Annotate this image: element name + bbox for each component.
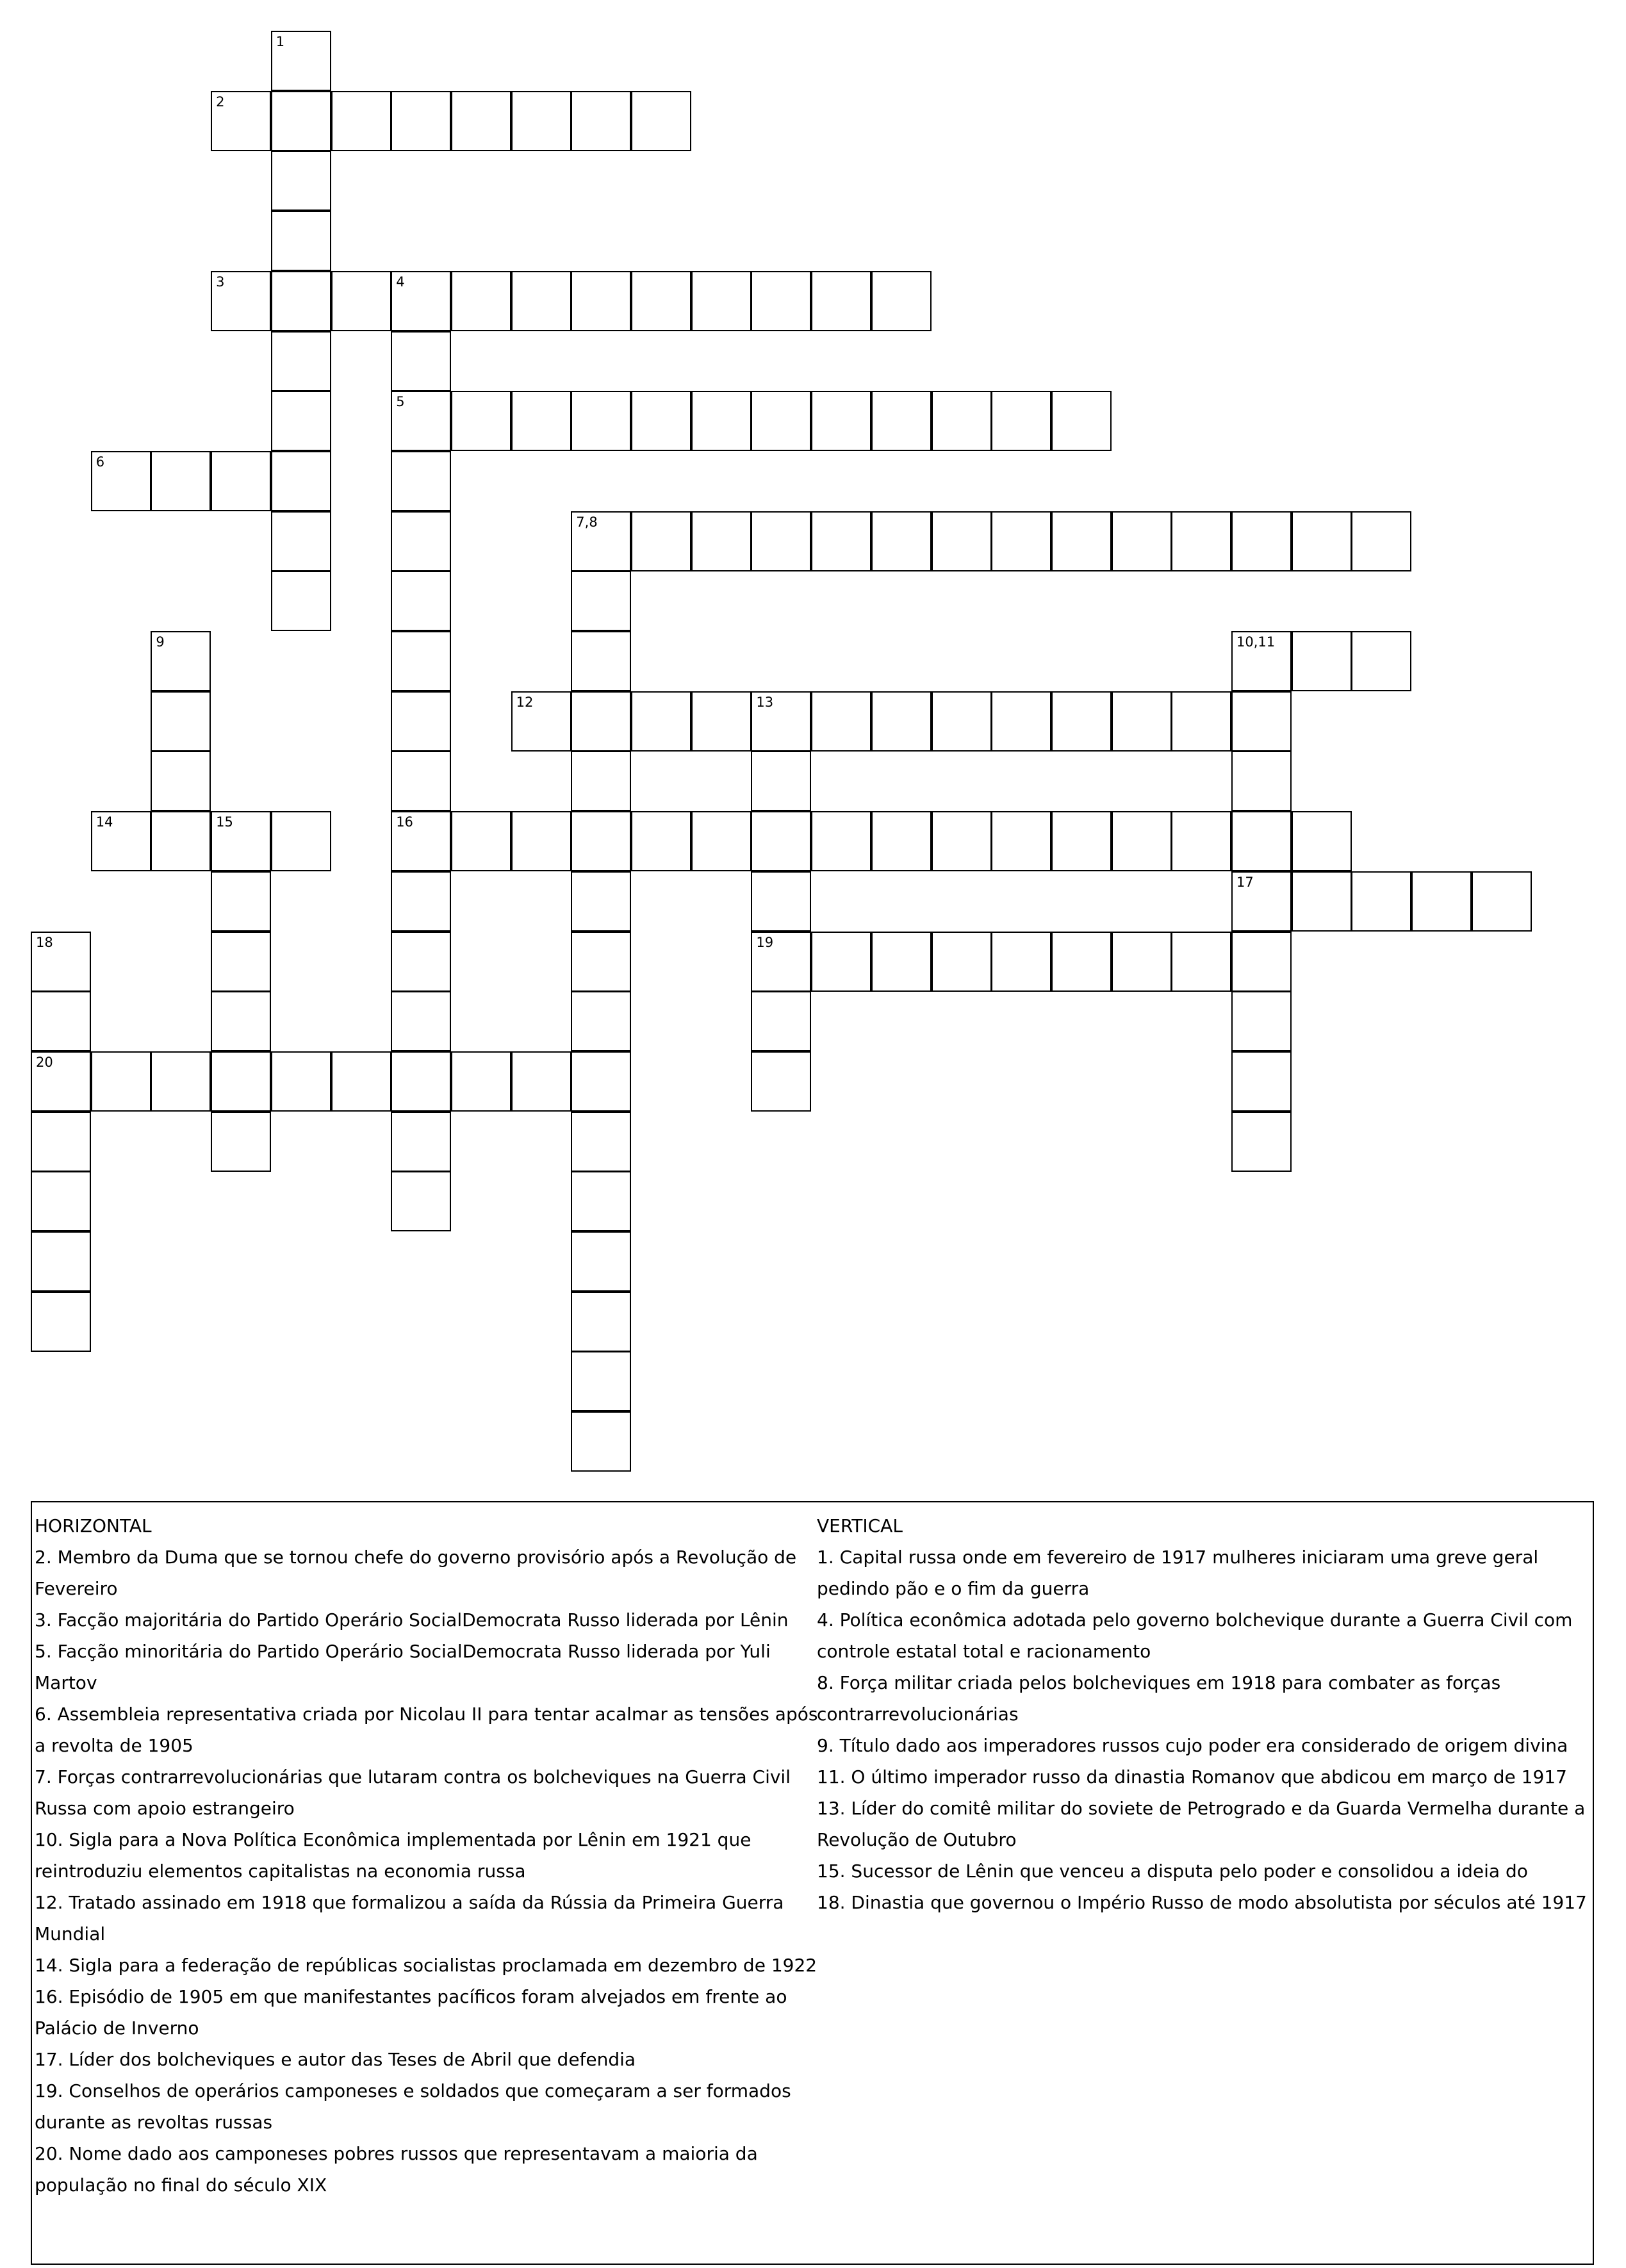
grid-cell[interactable] xyxy=(271,1051,331,1112)
clue-number: 12 xyxy=(516,694,534,710)
clue-across-12: 12. Tratado assinado em 1918 que formalizou a saída da Rússia da Primeira Guerra Mundial xyxy=(35,1892,784,1944)
grid-cell[interactable] xyxy=(1472,871,1532,932)
grid-cell[interactable] xyxy=(391,751,451,811)
grid-cell[interactable] xyxy=(1292,871,1352,932)
grid-cell[interactable] xyxy=(1051,691,1112,752)
grid-cell[interactable] xyxy=(1292,511,1352,571)
grid-cell[interactable] xyxy=(991,932,1051,992)
grid-cell[interactable] xyxy=(1112,811,1172,871)
grid-cell[interactable] xyxy=(91,451,151,511)
grid-cell[interactable] xyxy=(751,991,811,1051)
clue-number: 4 xyxy=(396,274,405,290)
clue-number: 5 xyxy=(396,394,405,410)
grid-cell[interactable] xyxy=(1112,691,1172,752)
grid-cell[interactable] xyxy=(1231,1112,1292,1172)
grid-cell[interactable] xyxy=(1171,511,1231,571)
grid-cell[interactable] xyxy=(391,991,451,1051)
clue-number: 18 xyxy=(36,934,53,950)
clue-across-3: 3. Facção majoritária do Partido Operário SocialDemocrata Russo liderada por Lênin xyxy=(35,1609,789,1631)
grid-cell[interactable] xyxy=(691,511,751,571)
grid-cell[interactable] xyxy=(932,811,992,871)
grid-cell[interactable] xyxy=(391,1171,451,1231)
grid-cell[interactable] xyxy=(271,31,331,91)
grid-cell[interactable] xyxy=(751,751,811,811)
grid-cell[interactable] xyxy=(451,811,511,871)
grid-cell[interactable] xyxy=(871,271,932,331)
grid-cell[interactable] xyxy=(991,391,1051,451)
grid-cell[interactable] xyxy=(571,271,631,331)
clue-across-7: 7. Forças contrarrevolucionárias que lutaram contra os bolcheviques na Guerra Civil Russa com apoio estrangeiro xyxy=(35,1766,791,1819)
clue-number: 20 xyxy=(36,1054,53,1070)
grid-cell[interactable] xyxy=(811,932,871,992)
grid-cell[interactable] xyxy=(631,691,691,752)
grid-cell[interactable] xyxy=(991,691,1051,752)
grid-cell[interactable] xyxy=(691,271,751,331)
clue-across-19: 19. Conselhos de operários camponeses e soldados que começaram a ser formados durante as revoltas russas xyxy=(35,2080,791,2133)
grid-cell[interactable] xyxy=(1231,991,1292,1051)
grid-cell[interactable] xyxy=(271,271,331,331)
grid-cell[interactable] xyxy=(991,811,1051,871)
grid-cell[interactable] xyxy=(211,1112,271,1172)
grid-cell[interactable] xyxy=(571,1171,631,1231)
grid-cell[interactable] xyxy=(1231,511,1292,571)
grid-cell[interactable] xyxy=(1411,871,1472,932)
grid-cell[interactable] xyxy=(31,1112,91,1172)
horizontal-heading: HORIZONTAL xyxy=(35,1515,152,1536)
grid-cell[interactable] xyxy=(91,1051,151,1112)
grid-cell[interactable] xyxy=(31,1171,91,1231)
grid-cell[interactable] xyxy=(571,631,631,691)
grid-cell[interactable] xyxy=(151,451,211,511)
grid-cell[interactable] xyxy=(871,691,932,752)
clues-box xyxy=(31,1501,1594,2265)
grid-cell[interactable] xyxy=(211,811,271,871)
vertical-clues xyxy=(817,1510,1592,1918)
grid-cell[interactable] xyxy=(211,91,271,151)
grid-cell[interactable] xyxy=(1351,631,1411,691)
horizontal-clues xyxy=(35,1510,829,2201)
grid-cell[interactable] xyxy=(571,1292,631,1352)
clue-number: 6 xyxy=(95,454,105,470)
clue-across-17: 17. Líder dos bolcheviques e autor das Teses de Abril que defendia xyxy=(35,2049,636,2070)
clue-number: 7,8 xyxy=(576,514,598,530)
clue-number: 2 xyxy=(216,94,225,110)
grid-cell[interactable] xyxy=(631,271,691,331)
grid-cell[interactable] xyxy=(1351,511,1411,571)
grid-cell[interactable] xyxy=(871,932,932,992)
grid-cell[interactable] xyxy=(811,391,871,451)
grid-cell[interactable] xyxy=(1292,811,1352,871)
grid-cell[interactable] xyxy=(871,511,932,571)
grid-cell[interactable] xyxy=(271,511,331,571)
clue-down-15: 15. Sucessor de Lênin que venceu a disputa pelo poder e consolidou a ideia do xyxy=(817,1861,1528,1882)
clue-number: 3 xyxy=(216,274,225,290)
grid-cell[interactable] xyxy=(391,932,451,992)
grid-cell[interactable] xyxy=(451,91,511,151)
grid-cell[interactable] xyxy=(571,751,631,811)
grid-cell[interactable] xyxy=(691,811,751,871)
grid-cell[interactable] xyxy=(211,932,271,992)
grid-cell[interactable] xyxy=(811,811,871,871)
grid-cell[interactable] xyxy=(631,391,691,451)
grid-cell[interactable] xyxy=(331,271,391,331)
grid-cell[interactable] xyxy=(391,871,451,932)
grid-cell[interactable] xyxy=(1231,811,1292,871)
grid-cell[interactable] xyxy=(271,811,331,871)
grid-cell[interactable] xyxy=(151,631,211,691)
clue-number: 10,11 xyxy=(1236,634,1276,650)
grid-cell[interactable] xyxy=(271,211,331,271)
grid-cell[interactable] xyxy=(811,691,871,752)
grid-cell[interactable] xyxy=(751,691,811,752)
grid-cell[interactable] xyxy=(932,391,992,451)
grid-cell[interactable] xyxy=(1231,871,1292,932)
grid-cell[interactable] xyxy=(1231,751,1292,811)
grid-cell[interactable] xyxy=(31,1231,91,1292)
grid-cell[interactable] xyxy=(451,271,511,331)
clue-across-5: 5. Facção minoritária do Partido Operário SocialDemocrata Russo liderada por Yuli Martov xyxy=(35,1641,771,1693)
grid-cell[interactable] xyxy=(751,271,811,331)
clue-number: 14 xyxy=(95,814,113,830)
grid-cell[interactable] xyxy=(571,991,631,1051)
grid-cell[interactable] xyxy=(31,991,91,1051)
grid-cell[interactable] xyxy=(571,1411,631,1472)
grid-cell[interactable] xyxy=(271,451,331,511)
grid-cell[interactable] xyxy=(1171,932,1231,992)
grid-cell[interactable] xyxy=(571,1112,631,1172)
grid-cell[interactable] xyxy=(391,331,451,391)
grid-cell[interactable] xyxy=(391,691,451,752)
grid-cell[interactable] xyxy=(391,571,451,631)
clue-down-11: 11. O último imperador russo da dinastia Romanov que abdicou em março de 1917 xyxy=(817,1766,1567,1787)
grid-cell[interactable] xyxy=(751,1051,811,1112)
grid-cell[interactable] xyxy=(271,91,331,151)
grid-cell[interactable] xyxy=(871,811,932,871)
grid-cell[interactable] xyxy=(932,932,992,992)
grid-cell[interactable] xyxy=(511,91,571,151)
grid-cell[interactable] xyxy=(211,991,271,1051)
grid-cell[interactable] xyxy=(932,511,992,571)
grid-cell[interactable] xyxy=(811,271,871,331)
clue-down-4: 4. Política econômica adotada pelo governo bolchevique durante a Guerra Civil com controle estatal total e racionamento xyxy=(817,1609,1573,1662)
grid-cell[interactable] xyxy=(271,391,331,451)
grid-cell[interactable] xyxy=(1112,932,1172,992)
grid-cell[interactable] xyxy=(271,331,331,391)
clue-down-8: 8. Força militar criada pelos bolcheviques em 1918 para combater as forças contrarrevolucionárias xyxy=(817,1672,1501,1725)
grid-cell[interactable] xyxy=(571,932,631,992)
grid-cell[interactable] xyxy=(1171,691,1231,752)
grid-cell[interactable] xyxy=(932,691,992,752)
grid-cell[interactable] xyxy=(271,151,331,211)
grid-cell[interactable] xyxy=(391,511,451,571)
grid-cell[interactable] xyxy=(631,811,691,871)
clue-across-14: 14. Sigla para a federação de repúblicas socialistas proclamada em dezembro de 1922 xyxy=(35,1955,817,1976)
grid-cell[interactable] xyxy=(1112,511,1172,571)
grid-cell[interactable] xyxy=(1051,811,1112,871)
grid-cell[interactable] xyxy=(691,691,751,752)
grid-cell[interactable] xyxy=(391,451,451,511)
grid-cell[interactable] xyxy=(151,751,211,811)
grid-cell[interactable] xyxy=(151,691,211,752)
grid-cell[interactable] xyxy=(1351,871,1411,932)
grid-cell[interactable] xyxy=(1231,631,1292,691)
grid-cell[interactable] xyxy=(571,571,631,631)
grid-cell[interactable] xyxy=(631,511,691,571)
clue-down-1: 1. Capital russa onde em fevereiro de 1917 mulheres iniciaram uma greve geral pedindo pão e o fim da guerra xyxy=(817,1547,1539,1599)
grid-cell[interactable] xyxy=(271,571,331,631)
grid-cell[interactable] xyxy=(871,391,932,451)
grid-cell[interactable] xyxy=(991,511,1051,571)
grid-cell[interactable] xyxy=(751,932,811,992)
grid-cell[interactable] xyxy=(571,1351,631,1411)
grid-cell[interactable] xyxy=(691,391,751,451)
clue-number: 1 xyxy=(275,34,285,49)
grid-cell[interactable] xyxy=(211,871,271,932)
grid-cell[interactable] xyxy=(211,451,271,511)
grid-cell[interactable] xyxy=(571,1051,631,1112)
grid-cell[interactable] xyxy=(811,511,871,571)
clue-across-2: 2. Membro da Duma que se tornou chefe do governo provisório após a Revolução de Fevereiro xyxy=(35,1547,797,1599)
grid-cell[interactable] xyxy=(511,391,571,451)
grid-cell[interactable] xyxy=(331,1051,391,1112)
grid-cell[interactable] xyxy=(331,91,391,151)
grid-cell[interactable] xyxy=(751,871,811,932)
clue-down-18: 18. Dinastia que governou o Império Russo de modo absolutista por séculos até 1917 xyxy=(817,1892,1587,1913)
grid-cell[interactable] xyxy=(211,271,271,331)
grid-cell[interactable] xyxy=(571,871,631,932)
grid-cell[interactable] xyxy=(211,1051,271,1112)
grid-cell[interactable] xyxy=(571,91,631,151)
grid-cell[interactable] xyxy=(391,811,451,871)
grid-cell[interactable] xyxy=(151,1051,211,1112)
grid-cell[interactable] xyxy=(391,271,451,331)
clue-down-9: 9. Título dado aos imperadores russos cujo poder era considerado de origem divina xyxy=(817,1735,1568,1756)
clue-number: 19 xyxy=(756,934,774,950)
grid-cell[interactable] xyxy=(391,391,451,451)
clue-down-13: 13. Líder do comitê militar do soviete de Petrogrado e da Guarda Vermelha durante a Revolução de Outubro xyxy=(817,1798,1586,1850)
grid-cell[interactable] xyxy=(1292,631,1352,691)
grid-cell[interactable] xyxy=(1231,932,1292,992)
grid-cell[interactable] xyxy=(391,631,451,691)
grid-cell[interactable] xyxy=(571,691,631,752)
grid-cell[interactable] xyxy=(571,811,631,871)
clue-across-16: 16. Episódio de 1905 em que manifestantes pacíficos foram alvejados em frente ao Palácio de Inverno xyxy=(35,1986,787,2039)
grid-cell[interactable] xyxy=(511,271,571,331)
grid-cell[interactable] xyxy=(751,511,811,571)
grid-cell[interactable] xyxy=(31,1051,91,1112)
grid-cell[interactable] xyxy=(511,691,571,752)
clue-number: 16 xyxy=(396,814,413,830)
grid-cell[interactable] xyxy=(1051,391,1112,451)
grid-cell[interactable] xyxy=(391,91,451,151)
grid-cell[interactable] xyxy=(751,811,811,871)
grid-cell[interactable] xyxy=(31,1292,91,1352)
grid-cell[interactable] xyxy=(1231,691,1292,752)
grid-cell[interactable] xyxy=(451,1051,511,1112)
grid-cell[interactable] xyxy=(1171,811,1231,871)
vertical-heading: VERTICAL xyxy=(817,1515,903,1536)
grid-cell[interactable] xyxy=(91,811,151,871)
clue-number: 9 xyxy=(156,634,165,650)
grid-cell[interactable] xyxy=(631,91,691,151)
grid-cell[interactable] xyxy=(751,391,811,451)
grid-cell[interactable] xyxy=(31,932,91,992)
grid-cell[interactable] xyxy=(1051,932,1112,992)
clue-number: 15 xyxy=(216,814,233,830)
grid-cell[interactable] xyxy=(1051,511,1112,571)
clue-across-10: 10. Sigla para a Nova Política Econômica implementada por Lênin em 1921 que reintroduziu elementos capitalistas na economia russa xyxy=(35,1829,751,1882)
clue-across-20: 20. Nome dado aos camponeses pobres russos que representavam a maioria da população no final do século XIX xyxy=(35,2143,758,2196)
clue-number: 13 xyxy=(756,694,774,710)
grid-cell[interactable] xyxy=(151,811,211,871)
grid-cell[interactable] xyxy=(571,391,631,451)
grid-cell[interactable] xyxy=(571,1231,631,1292)
grid-cell[interactable] xyxy=(1231,1051,1292,1112)
grid-cell[interactable] xyxy=(451,391,511,451)
clue-across-6: 6. Assembleia representativa criada por Nicolau II para tentar acalmar as tensões após a revolta de 1905 xyxy=(35,1704,818,1756)
grid-cell[interactable] xyxy=(511,811,571,871)
grid-cell[interactable] xyxy=(391,1051,451,1112)
grid-cell[interactable] xyxy=(571,511,631,571)
grid-cell[interactable] xyxy=(511,1051,571,1112)
grid-cell[interactable] xyxy=(391,1112,451,1172)
clue-number: 17 xyxy=(1236,874,1254,890)
